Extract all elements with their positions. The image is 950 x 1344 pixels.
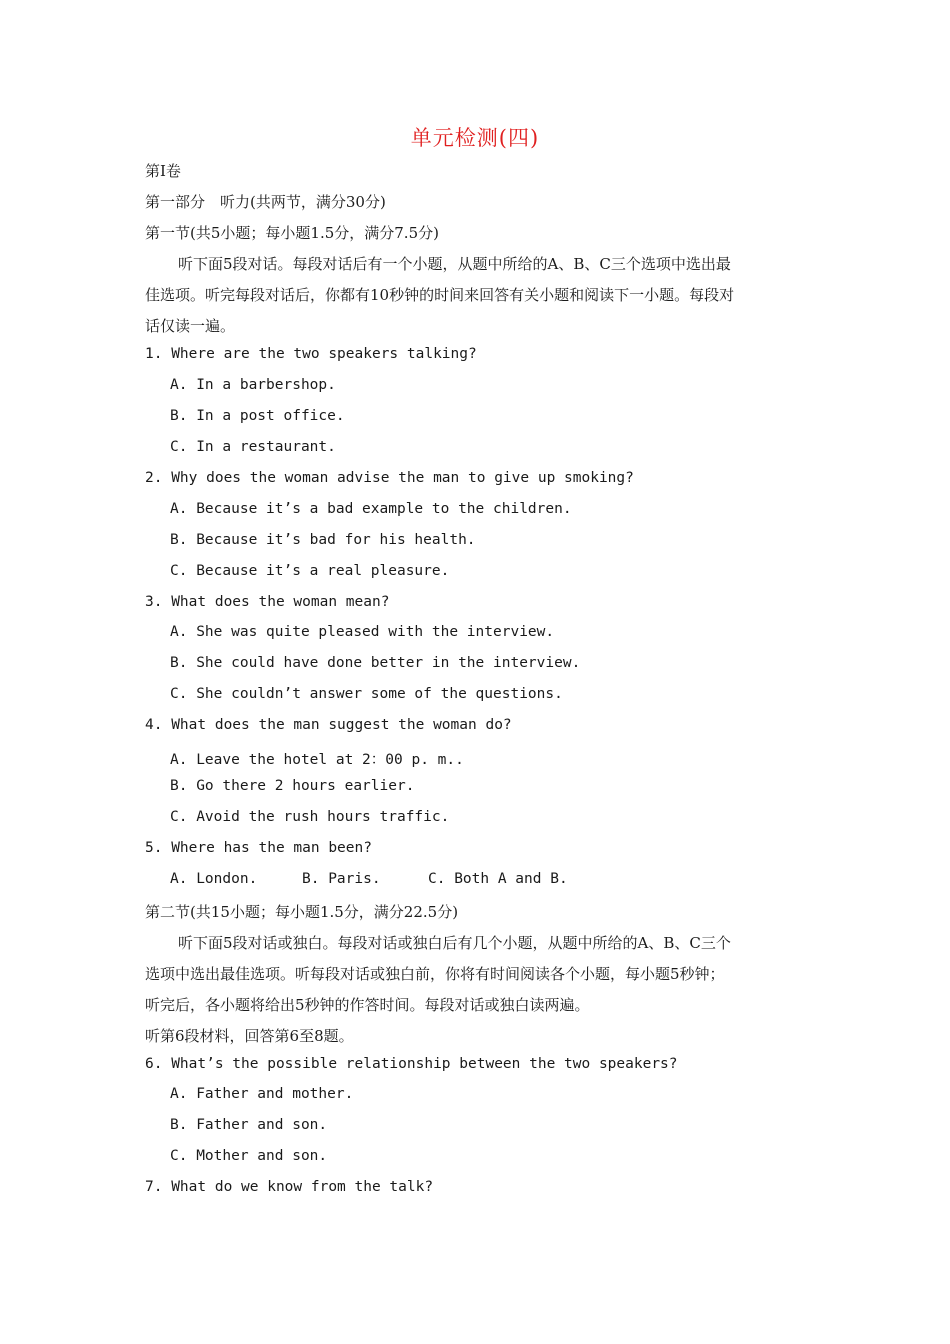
option-3c: C. She couldn’t answer some of the questions. bbox=[170, 686, 563, 702]
option-2c: C. Because it’s a real pleasure. bbox=[170, 563, 450, 579]
option-6b: B. Father and son. bbox=[170, 1117, 328, 1133]
section1-heading: 第一节(共5小题；每小题1.5分，满分7.5分) bbox=[145, 224, 439, 242]
question-2: 2. Why does the woman advise the man to give up smoking? bbox=[145, 470, 634, 486]
option-5a: A. London. bbox=[170, 871, 258, 887]
volume-label: 第Ⅰ卷 bbox=[145, 162, 181, 180]
section2-instruction: 听完后，各小题将给出5秒钟的作答时间。每段对话或独白读两遍。 bbox=[145, 996, 590, 1014]
page-title: 单元检测(四) bbox=[410, 126, 540, 150]
option-3a: A. She was quite pleased with the interview. bbox=[170, 624, 555, 640]
part1-heading: 第一部分 听力(共两节，满分30分) bbox=[145, 193, 386, 211]
option-4c: C. Avoid the rush hours traffic. bbox=[170, 809, 450, 825]
option-4a: A. Leave the hotel at 2：00 p. m.. bbox=[170, 752, 464, 768]
section1-instruction: 佳选项。听完每段对话后，你都有10秒钟的时间来回答有关小题和阅读下一小题。每段对 bbox=[145, 286, 735, 304]
question-5-options bbox=[170, 871, 568, 887]
option-1a: A. In a barbershop. bbox=[170, 377, 336, 393]
section1-instruction: 话仅读一遍。 bbox=[145, 317, 236, 335]
option-5b: B. Paris. bbox=[302, 871, 381, 887]
option-6a: A. Father and mother. bbox=[170, 1086, 354, 1102]
option-3b: B. She could have done better in the interview. bbox=[170, 655, 581, 671]
material-note: 听第6段材料，回答第6至8题。 bbox=[145, 1027, 354, 1045]
option-1c: C. In a restaurant. bbox=[170, 439, 336, 455]
section1-instruction: 听下面5段对话。每段对话后有一个小题，从题中所给的A、B、C三个选项中选出最 bbox=[178, 255, 731, 273]
section2-instruction: 选项中选出最佳选项。听每段对话或独白前，你将有时间阅读各个小题，每小题5秒钟； bbox=[145, 965, 725, 983]
question-1: 1. Where are the two speakers talking? bbox=[145, 346, 477, 362]
option-4b: B. Go there 2 hours earlier. bbox=[170, 778, 415, 794]
section2-heading: 第二节(共15小题；每小题1.5分，满分22.5分) bbox=[145, 903, 459, 921]
question-4: 4. What does the man suggest the woman do? bbox=[145, 717, 512, 733]
question-3: 3. What does the woman mean? bbox=[145, 594, 390, 610]
question-6: 6. What’s the possible relationship between the two speakers? bbox=[145, 1056, 678, 1072]
section2-instruction: 听下面5段对话或独白。每段对话或独白后有几个小题，从题中所给的A、B、C三个 bbox=[178, 934, 731, 952]
question-5: 5. Where has the man been? bbox=[145, 840, 372, 856]
option-6c: C. Mother and son. bbox=[170, 1148, 328, 1164]
question-7: 7. What do we know from the talk? bbox=[145, 1179, 434, 1195]
option-1b: B. In a post office. bbox=[170, 408, 345, 424]
option-2b: B. Because it’s bad for his health. bbox=[170, 532, 476, 548]
option-2a: A. Because it’s a bad example to the children. bbox=[170, 501, 572, 517]
option-5c: C. Both A and B. bbox=[428, 871, 568, 887]
